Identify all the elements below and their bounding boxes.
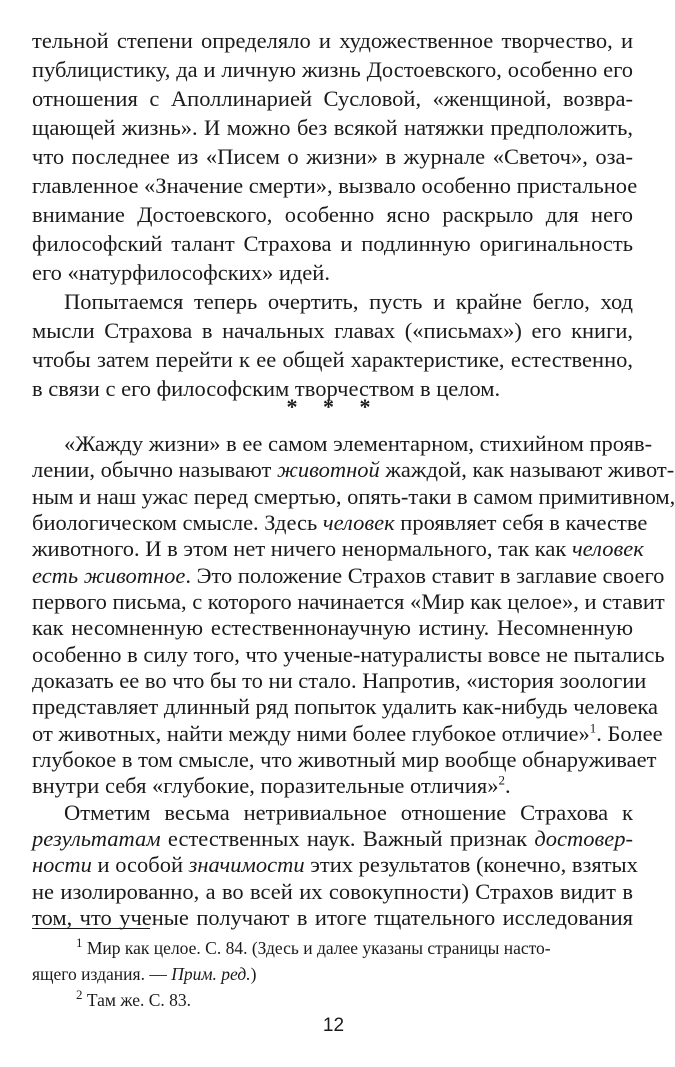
text-line: ным и наш ужас перед смертью, опять-таки в самом примитивном, xyxy=(32,484,675,509)
footnote-2 xyxy=(76,987,633,1013)
text-line: отношения с Аполлинарией Сусловой, «женщиной, возвра- xyxy=(32,86,633,111)
italic-term: животной xyxy=(276,457,380,482)
text-line: его «натурфилософских» идей. xyxy=(32,260,330,285)
footnote-1-continuation xyxy=(32,961,633,987)
text-line: особенно в силу того, что ученые-натуралисты вовсе не пытались xyxy=(32,642,665,667)
text-line: том, что ученые получают в итоге тщательного исследования xyxy=(32,905,633,930)
text-line: представляет длинный ряд попыток удалить как-нибудь человека xyxy=(32,694,659,719)
text-line: не изолированно, а во всей их совокупности) Страхов видит в xyxy=(32,879,633,904)
text-line xyxy=(32,720,663,747)
text-run: естественных наук. Важный признак xyxy=(160,826,535,851)
italic-term: человек xyxy=(322,510,395,535)
text-line: в связи с его философским творчеством в целом. xyxy=(32,376,501,401)
section-separator: * * * xyxy=(286,394,381,419)
footnote-number: 2 xyxy=(76,987,83,1003)
italic-term: результатам xyxy=(32,826,161,851)
footnote-divider xyxy=(32,928,150,929)
text-line: Попытаемся теперь очертить, пусть и крайне бегло, ход xyxy=(64,289,633,314)
text-line: публицистику, да и личную жизнь Достоевского, особенно его xyxy=(32,57,633,82)
footnote-text: Мир как целое. С. 84. (Здесь и далее указаны страницы насто- xyxy=(86,938,551,958)
text-run: . Это положение Страхов ставит в заглавие своего xyxy=(185,563,665,588)
text-line: Отметим весьма нетривиальное отношение Страхова к xyxy=(64,800,633,825)
text-line xyxy=(32,826,633,852)
text-line xyxy=(32,536,644,562)
italic-term: ности xyxy=(32,852,92,877)
text-line: что последнее из «Писем о жизни» в журнале «Светоч», оза- xyxy=(32,144,633,169)
text-line: глубокое в том смысле, что животный мир вообще обнаруживает xyxy=(32,747,657,772)
text-line: щающей жизнь». И можно без всякой натяжки предположить, xyxy=(32,115,633,140)
text-run: лении, обычно называют xyxy=(32,457,277,482)
text-line: как несомненную естественнонаучную истину. Несомненную xyxy=(32,615,633,640)
text-line: первого письма, с которого начинается «Мир как целое», и ставит xyxy=(32,589,665,614)
footnote-text: ) xyxy=(250,964,257,984)
text-run: . xyxy=(504,773,511,798)
italic-term: достовер- xyxy=(534,826,633,851)
text-run: жаждой, как называют живот- xyxy=(379,457,675,482)
text-run: проявляет себя в качестве xyxy=(394,510,648,535)
text-run: . Более xyxy=(596,721,663,746)
text-line: мысли Страхова в начальных главах («письмах») его книги, xyxy=(32,318,633,343)
footnote-number: 1 xyxy=(76,935,83,951)
editor-note: Прим. ред. xyxy=(171,964,251,984)
text-line: чтобы затем перейти к ее общей характеристике, естественно, xyxy=(32,347,633,372)
page-number: 12 xyxy=(322,1015,345,1036)
footnote-text: ящего издания. — xyxy=(32,964,172,984)
text-line xyxy=(32,852,638,878)
text-run: биологическом смысле. Здесь xyxy=(32,510,323,535)
footnote-text: Там же. С. 83. xyxy=(86,990,192,1010)
italic-term: человек xyxy=(571,536,644,561)
footnote-ref-1[interactable]: 1 xyxy=(589,720,597,736)
text-run: и особой xyxy=(91,852,189,877)
text-line: доказать ее во что бы то ни стало. Напротив, «история зоологии xyxy=(32,668,647,693)
italic-term: значимости xyxy=(188,852,305,877)
text-line: тельной степени определяло и художественное творчество, и xyxy=(32,28,633,53)
text-run: от животных, найти между ними более глубокое отличие» xyxy=(32,721,590,746)
text-line: внимание Достоевского, особенно ясно раскрыло для него xyxy=(32,202,633,227)
text-run: этих результатов (конечно, взятых xyxy=(304,852,638,877)
text-run: животного. И в этом нет ничего ненормального, так как xyxy=(32,536,572,561)
text-line xyxy=(32,510,648,536)
text-line xyxy=(32,773,633,799)
footnote-1 xyxy=(76,935,633,961)
text-line xyxy=(32,457,675,483)
text-line: философский талант Страхова и подлинную оригинальность xyxy=(32,231,633,256)
text-line: «Жажду жизни» в ее самом элементарном, стихийном прояв- xyxy=(64,431,653,456)
text-line: главленное «Значение смерти», вызвало особенно пристальное xyxy=(32,173,638,198)
italic-term: есть животное xyxy=(32,563,186,588)
footnote-ref-2[interactable]: 2 xyxy=(498,772,505,788)
text-line xyxy=(32,563,665,589)
text-run: внутри себя «глубокие, поразительные отличия» xyxy=(32,773,499,798)
